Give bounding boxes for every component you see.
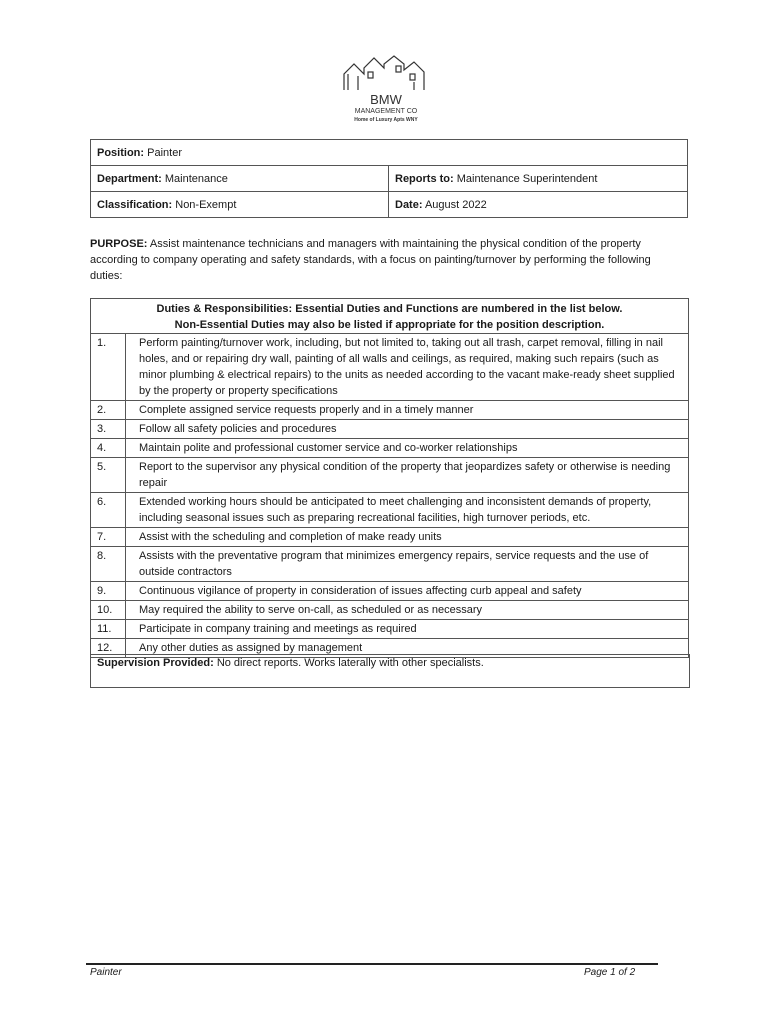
company-logo — [338, 52, 434, 132]
duties-header — [91, 299, 689, 334]
date-cell — [389, 192, 688, 218]
duty-number: 8. — [91, 547, 126, 582]
duty-number: 6. — [91, 493, 126, 528]
duty-text: Follow all safety policies and procedures — [126, 420, 689, 439]
footer-divider — [86, 963, 658, 965]
duty-number: 12. — [91, 639, 126, 658]
date-label: Date: — [395, 198, 423, 211]
purpose-paragraph — [90, 236, 680, 284]
supervision-label: Supervision Provided: — [97, 657, 214, 669]
department-cell — [91, 166, 389, 192]
position-label: Position: — [97, 146, 145, 159]
duty-number: 3. — [91, 420, 126, 439]
duty-number: 10. — [91, 601, 126, 620]
duty-number: 4. — [91, 439, 126, 458]
duty-row — [91, 420, 689, 439]
duty-number: 7. — [91, 528, 126, 547]
duty-text: Report to the supervisor any physical condition of the property that jeopardizes safety or otherwise is needing repair — [126, 458, 689, 493]
classification-value: Non-Exempt — [175, 198, 237, 211]
position-value: Painter — [147, 146, 182, 159]
supervision-box — [90, 654, 690, 688]
purpose-label: PURPOSE: — [90, 238, 148, 250]
duty-number: 5. — [91, 458, 126, 493]
duty-number: 9. — [91, 582, 126, 601]
duty-row — [91, 601, 689, 620]
reports-to-value: Maintenance Superintendent — [456, 172, 598, 185]
duty-row — [91, 458, 689, 493]
svg-text:Home of Luxury Apts WNY: Home of Luxury Apts WNY — [354, 117, 418, 123]
duty-number: 1. — [91, 334, 126, 401]
duties-table — [90, 298, 689, 658]
duty-row — [91, 439, 689, 458]
reports-to-label: Reports to: — [395, 172, 454, 185]
duty-row — [91, 401, 689, 420]
position-info-table — [90, 139, 688, 218]
classification-label: Classification: — [97, 198, 173, 211]
duty-text: Assist with the scheduling and completion of make ready units — [126, 528, 689, 547]
duties-header-line1: Duties & Responsibilities: Essential Duties and Functions are numbered in the list below. — [156, 303, 623, 315]
department-value: Maintenance — [164, 172, 228, 185]
footer-title: Painter — [90, 967, 122, 978]
duty-row — [91, 334, 689, 401]
duty-text: Assists with the preventative program that minimizes emergency repairs, service requests and the use of outside contractors — [126, 547, 689, 582]
page-number: Page 1 of 2 — [584, 967, 636, 978]
duty-text: Participate in company training and meetings as required — [126, 620, 689, 639]
duty-text: May required the ability to serve on-call, as scheduled or as necessary — [126, 601, 689, 620]
supervision-text: No direct reports. Works laterally with other specialists. — [216, 657, 484, 669]
duties-header-line2: Non-Essential Duties may also be listed if appropriate for the position description. — [174, 319, 605, 331]
duty-text: Extended working hours should be anticipated to meet challenging and inconsistent demands of property, including seasonal issues such as preparing recreational facilities, high turnover periods, etc. — [126, 493, 689, 528]
svg-text:MANAGEMENT CO: MANAGEMENT CO — [354, 108, 418, 115]
purpose-text: Assist maintenance technicians and managers with maintaining the physical condition of the property according to company operating and safety standards, with a focus on painting/turnover by performing the following duties: — [90, 238, 651, 282]
duty-text: Perform painting/turnover work, including, but not limited to, taking out all trash, carpet removal, filling in nail holes, and or repairing dry wall, painting of all walls and ceilings, as required, making such repairs (such as minor plumbing & electrical repairs) to the units as needed according to the vacant make-ready sheet supplied by the property or property specifications — [126, 334, 689, 401]
duty-row — [91, 493, 689, 528]
duty-number: 11. — [91, 620, 126, 639]
duty-row — [91, 620, 689, 639]
duty-row — [91, 528, 689, 547]
duty-text: Maintain polite and professional customer service and co-worker relationships — [126, 439, 689, 458]
duty-row — [91, 582, 689, 601]
date-value: August 2022 — [424, 198, 487, 211]
duty-number: 2. — [91, 401, 126, 420]
duty-text: Continuous vigilance of property in consideration of issues affecting curb appeal and safety — [126, 582, 689, 601]
reports-to-cell — [389, 166, 688, 192]
duty-text: Complete assigned service requests properly and in a timely manner — [126, 401, 689, 420]
position-cell — [91, 140, 688, 166]
duty-row — [91, 547, 689, 582]
svg-text:BMW: BMW — [370, 92, 402, 107]
duty-text: Any other duties as assigned by management — [126, 639, 689, 658]
department-label: Department: — [97, 172, 162, 185]
classification-cell — [91, 192, 389, 218]
